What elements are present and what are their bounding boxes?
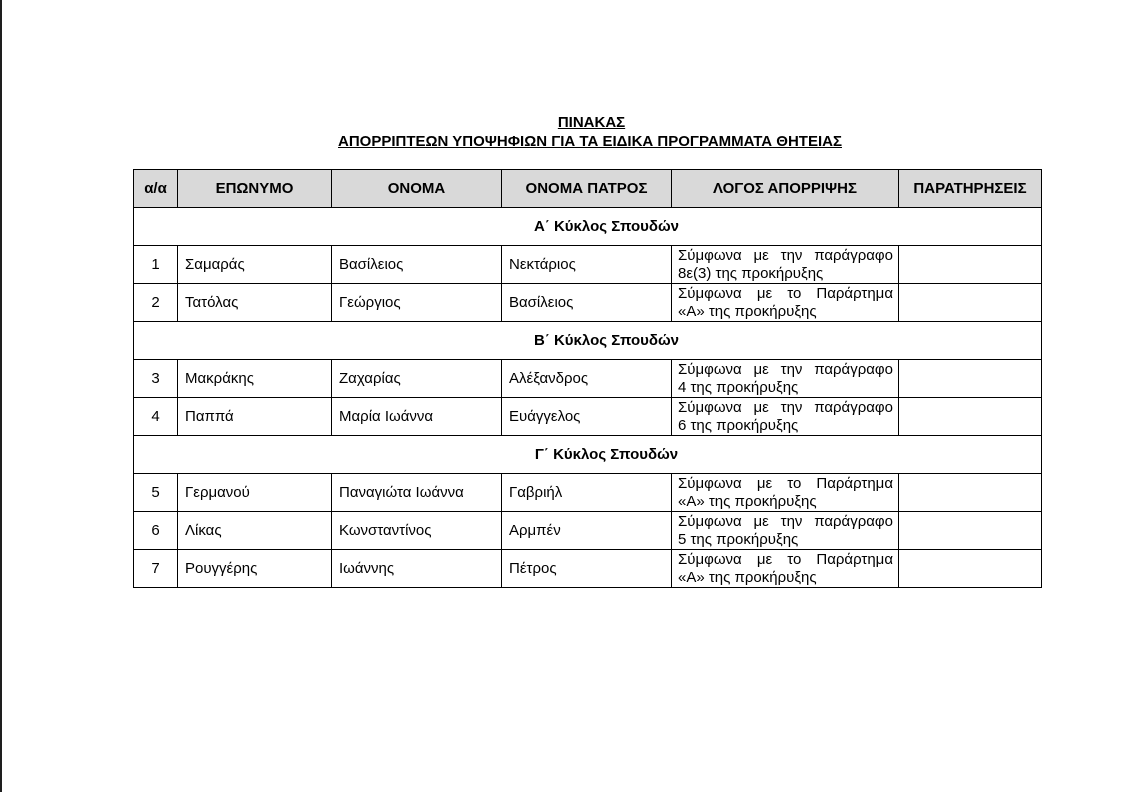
table-header-row: [134, 170, 1042, 208]
cell-name: Ζαχαρίας: [332, 360, 502, 398]
table-row: [134, 474, 1042, 512]
title-line-1: ΠΙΝΑΚΑΣ: [557, 114, 626, 131]
reason-line-1: Σύμφωνα με το Παράρτημα: [678, 551, 893, 568]
cell-number: 3: [134, 360, 178, 398]
reason-line-1: Σύμφωνα με το Παράρτημα: [678, 285, 893, 302]
cell-surname: Γερμανού: [178, 474, 332, 512]
reason-line-1: Σύμφωνα με την παράγραφο: [678, 361, 893, 378]
cell-rejection-reason: [672, 360, 899, 398]
cell-rejection-reason: [672, 550, 899, 588]
cell-father-name: Ευάγγελος: [502, 398, 672, 436]
reason-line-2: «Α» της προκήρυξης: [678, 492, 817, 510]
cell-father-name: Γαβριήλ: [502, 474, 672, 512]
cell-surname: Μακράκης: [178, 360, 332, 398]
cell-father-name: Αλέξανδρος: [502, 360, 672, 398]
cell-rejection-reason: [672, 474, 899, 512]
table-row: [134, 246, 1042, 284]
cell-notes: [899, 474, 1042, 512]
cell-name: Κωνσταντίνος: [332, 512, 502, 550]
section-label: Β΄ Κύκλος Σπουδών: [533, 332, 680, 349]
cell-father-name: Αρμπέν: [502, 512, 672, 550]
table-row: [134, 398, 1042, 436]
table-row: [134, 512, 1042, 550]
reason-line-1: Σύμφωνα με το Παράρτημα: [678, 475, 893, 492]
document-title: [0, 113, 1123, 151]
cell-surname: Ρουγγέρης: [178, 550, 332, 588]
section-row: [134, 208, 1042, 246]
cell-father-name: Νεκτάριος: [502, 246, 672, 284]
rejected-candidates-table: [133, 169, 1042, 588]
section-row: [134, 436, 1042, 474]
reason-line-2: 4 της προκήρυξης: [678, 378, 799, 396]
cell-surname: Λίκας: [178, 512, 332, 550]
cell-number: 2: [134, 284, 178, 322]
cell-notes: [899, 360, 1042, 398]
reason-line-2: 8ε(3) της προκήρυξης: [678, 264, 824, 282]
cell-number: 7: [134, 550, 178, 588]
reason-line-1: Σύμφωνα με την παράγραφο: [678, 513, 893, 530]
cell-name: Ιωάννης: [332, 550, 502, 588]
cell-notes: [899, 398, 1042, 436]
cell-number: 6: [134, 512, 178, 550]
cell-surname: Παππά: [178, 398, 332, 436]
cell-father-name: Βασίλειος: [502, 284, 672, 322]
cell-rejection-reason: [672, 246, 899, 284]
reason-line-2: «Α» της προκήρυξης: [678, 302, 817, 320]
cell-rejection-reason: [672, 284, 899, 322]
cell-name: Γεώργιος: [332, 284, 502, 322]
cell-number: 1: [134, 246, 178, 284]
cell-notes: [899, 284, 1042, 322]
header-father-name: ΟΝΟΜΑ ΠΑΤΡΟΣ: [502, 170, 672, 208]
reason-line-1: Σύμφωνα με την παράγραφο: [678, 399, 893, 416]
section-cell: [134, 208, 1042, 246]
header-rejection-reason: ΛΟΓΟΣ ΑΠΟΡΡΙΨΗΣ: [672, 170, 899, 208]
header-surname: ΕΠΩΝΥΜΟ: [178, 170, 332, 208]
cell-notes: [899, 550, 1042, 588]
cell-rejection-reason: [672, 398, 899, 436]
cell-notes: [899, 512, 1042, 550]
section-label: Α΄ Κύκλος Σπουδών: [533, 218, 680, 235]
table-row: [134, 360, 1042, 398]
header-aa: α/α: [134, 170, 178, 208]
cell-name: Μαρία Ιωάννα: [332, 398, 502, 436]
cell-surname: Σαμαράς: [178, 246, 332, 284]
section-label: Γ΄ Κύκλος Σπουδών: [534, 446, 679, 463]
cell-number: 5: [134, 474, 178, 512]
cell-rejection-reason: [672, 512, 899, 550]
header-notes: ΠΑΡΑΤΗΡΗΣΕΙΣ: [899, 170, 1042, 208]
section-cell: [134, 322, 1042, 360]
reason-line-2: 5 της προκήρυξης: [678, 530, 799, 548]
section-cell: [134, 436, 1042, 474]
cell-name: Παναγιώτα Ιωάννα: [332, 474, 502, 512]
reason-line-1: Σύμφωνα με την παράγραφο: [678, 247, 893, 264]
cell-number: 4: [134, 398, 178, 436]
reason-line-2: 6 της προκήρυξης: [678, 416, 799, 434]
header-name: ΟΝΟΜΑ: [332, 170, 502, 208]
cell-father-name: Πέτρος: [502, 550, 672, 588]
title-line-2: ΑΠΟΡΡΙΠΤΕΩΝ ΥΠΟΨΗΦΙΩΝ ΓΙΑ ΤΑ ΕΙΔΙΚΑ ΠΡΟΓΡΑΜΜΑΤΑ ΘΗΤΕΙΑΣ: [338, 133, 842, 150]
cell-surname: Τατόλας: [178, 284, 332, 322]
table-row: [134, 284, 1042, 322]
table-row: [134, 550, 1042, 588]
cell-name: Βασίλειος: [332, 246, 502, 284]
cell-notes: [899, 246, 1042, 284]
section-row: [134, 322, 1042, 360]
reason-line-2: «Α» της προκήρυξης: [678, 568, 817, 586]
